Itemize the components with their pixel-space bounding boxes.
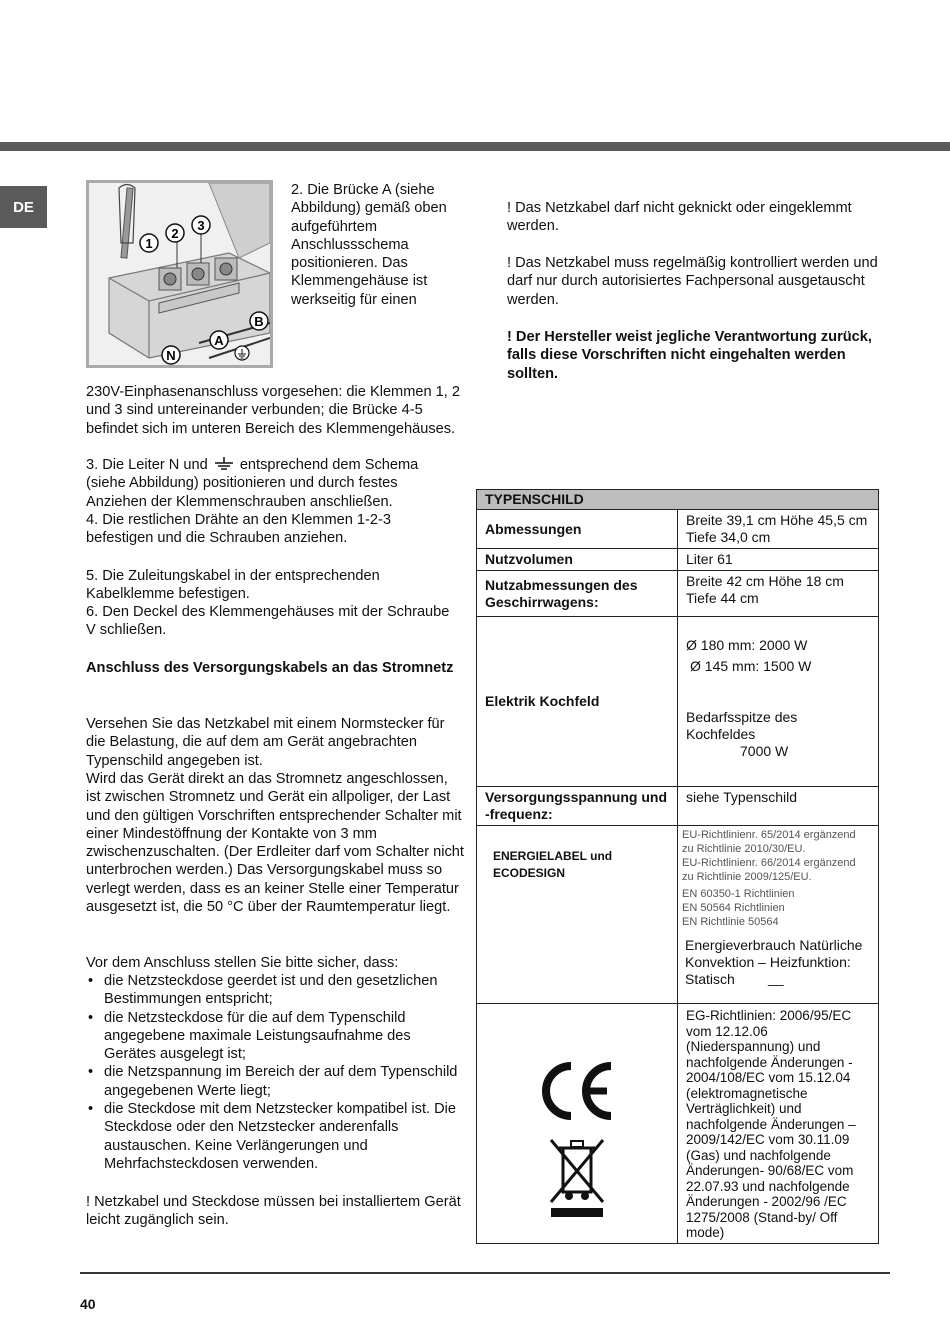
step3 — [86, 456, 461, 511]
table-row — [477, 549, 879, 571]
label-3: 3 — [197, 218, 205, 233]
rack-line1: Breite 42 cm Höhe 18 cm — [686, 573, 844, 589]
row-value: siehe Typenschild — [678, 787, 879, 826]
list-item: • die Netzsteckdose geerdet ist und den gesetzlichen Bestimmungen entspricht; — [86, 972, 466, 1009]
header-bar — [0, 142, 950, 151]
terminal-block-illustration — [86, 180, 273, 368]
label-1: 1 — [145, 236, 153, 251]
checklist-intro: Vor dem Anschluss stellen Sie bitte sicher, dass: — [86, 955, 399, 971]
energy-directive-2: EU-Richtlinienr. 66/2014 ergänzend zu Richtlinie 2009/125/EU. — [682, 857, 856, 883]
type-plate-table — [476, 489, 879, 1244]
page-number: 40 — [80, 1296, 96, 1312]
table-row — [477, 617, 879, 787]
weee-bin-icon — [547, 1136, 607, 1220]
warning-liability: ! Der Hersteller weist jegliche Verantwortung zurück, falls diese Vorschriften nicht eingehalten werden sollten. — [507, 329, 872, 382]
list-item: • die Steckdose mit dem Netzstecker kompatibel ist. Die Steckdose oder den Netzstecker anderenfalls austauschen. Keine Verlängerungen und Mehrfachsteckdosen verwenden. — [86, 1100, 466, 1173]
checklist — [86, 972, 466, 1173]
list-item: • die Netzspannung im Bereich der auf dem Typenschild angegebenen Werte liegt; — [86, 1063, 466, 1100]
step2-continued: 230V-Einphasenanschluss vorgesehen: die Klemmen 1, 2 und 3 sind untereinander verbunden; die Brücke 4-5 befindet sich im unteren Bereich des Klemmengehäuses. — [86, 384, 461, 437]
row-label: Nutzabmessungen des Geschirrwagens: — [477, 571, 678, 617]
ce-marks-cell — [477, 1004, 678, 1244]
warning-kink: ! Das Netzkabel darf nicht geknickt oder eingeklemmt werden. — [507, 200, 852, 235]
energy-standard-2: EN 50564 Richtlinien — [682, 902, 785, 914]
energy-consumption: Energieverbrauch Natürliche Konvektion – Heizfunktion: Statisch — [685, 937, 863, 987]
final-note: ! Netzkabel und Steckdose müssen bei installiertem Gerät leicht zugänglich sein. — [86, 1194, 461, 1229]
paragraph-direct-connection: Wird das Gerät direkt an das Stromnetz angeschlossen, ist zwischen Stromnetz und Gerät ein allpoliger, der Last und den gültigen Vorschriften entsprechender Schalter mit einer Mindestöffnung der Kontakte von 3 mm zwischenzuschalten. (Der Erdleiter darf vom Schalter nicht unterbrochen werden.) Das Versorgungskabel muss so verlegt werden, dass es an keiner Stelle einer Temperatur ausgesetzt ist, die 50 °C über der Raumtemperatur liegt. — [86, 771, 464, 916]
step3-text-a: 3. Die Leiter N und — [86, 457, 208, 473]
label-2: 2 — [171, 226, 179, 241]
hob-zone-large: Ø 180 mm: 2000 W — [686, 637, 808, 653]
row-label: Elektrik Kochfeld — [477, 617, 678, 787]
language-tab: DE — [0, 186, 47, 228]
rack-line2: Tiefe 44 cm — [686, 590, 759, 606]
hob-peak-value: 7000 W — [740, 743, 789, 759]
dimensions-line2: Tiefe 34,0 cm — [686, 529, 771, 545]
energy-standard-1: EN 60350-1 Richtlinien — [682, 888, 795, 900]
row-value: Liter 61 — [678, 549, 879, 571]
warning-inspection: ! Das Netzkabel muss regelmäßig kontrolliert werden und darf nur durch autorisiertes Fachpersonal ausgetauscht werden. — [507, 255, 878, 308]
table-title: TYPENSCHILD — [477, 490, 879, 510]
step3-text-b: entsprechend dem Schema (siehe Abbildung) positionieren und durch festes Anziehen der Klemmenschrauben anschließen. — [86, 457, 419, 510]
row-label: Nutzvolumen — [477, 549, 678, 571]
energy-directive-1: EU-Richtlinienr. 65/2014 ergänzend zu Richtlinie 2010/30/EU. — [682, 829, 856, 855]
table-row — [477, 571, 879, 617]
label-n: N — [166, 348, 176, 363]
row-value — [678, 617, 879, 787]
ce-directives: EG-Richtlinien: 2006/95/EC vom 12.12.06 (Niederspannung) und nachfolgende Änderungen - 2004/108/EC vom 15.12.04 (elektromagnetische Verträglichkeit) und nachfolgende Änderungen – 2009/142/EC vom 30.11.09 (Gas) und nachfolgende Änderungen- 90/68/EC vom 22.07.93 und nachfolgende Änderungen - 2002/96 /EC 1275/2008 (Stand-by/ Off mode) — [678, 1004, 879, 1244]
table-row — [477, 787, 879, 826]
row-label: Abmessungen — [477, 510, 678, 549]
label-a: A — [214, 333, 224, 348]
step2-intro: 2. Die Brücke A (siehe Abbildung) gemäß oben aufgeführtem Anschlussschema positionieren. Das Klemmengehäuse ist werkseitig für einen — [291, 182, 447, 308]
row-value — [678, 510, 879, 549]
label-b: B — [254, 314, 264, 329]
terminal-block-drawing — [89, 183, 270, 365]
row-value — [678, 571, 879, 617]
row-label: ENERGIELABEL und ECODESIGN — [477, 826, 678, 1004]
energy-standard-3: EN Richtlinie 50564 — [682, 916, 779, 928]
table-header-row — [477, 490, 879, 510]
section-heading: Anschluss des Versorgungskabels an das Stromnetz — [86, 660, 454, 676]
hob-zone-small: Ø 145 mm: 1500 W — [690, 658, 812, 674]
row-value — [678, 826, 879, 1004]
row-label: Versorgungsspannung und -frequenz: — [477, 787, 678, 826]
table-row — [477, 510, 879, 549]
ce-mark-icon — [537, 1060, 617, 1122]
step6: 6. Den Deckel des Klemmengehäuses mit der Schraube V schließen. — [86, 604, 450, 639]
paragraph-plug: Versehen Sie das Netzkabel mit einem Normstecker für die Belastung, die auf dem am Gerät angebrachten Typenschild angegeben ist. — [86, 716, 445, 769]
earth-icon — [212, 457, 236, 471]
footer-rule — [80, 1272, 890, 1274]
step5: 5. Die Zuleitungskabel in der entsprechenden Kabelklemme befestigen. — [86, 568, 380, 603]
energy-consumption-blank: __ — [768, 970, 784, 986]
dimensions-line1: Breite 39,1 cm Höhe 45,5 cm — [686, 512, 868, 528]
list-item: • die Netzsteckdose für die auf dem Typenschild angegebene maximale Leistungsaufnahme des Gerätes ausgelegt ist; — [86, 1009, 466, 1064]
table-row — [477, 1004, 879, 1244]
table-row — [477, 826, 879, 1004]
step4: 4. Die restlichen Drähte an den Klemmen 1-2-3 befestigen und die Schrauben anziehen. — [86, 512, 392, 547]
hob-peak-label: Bedarfsspitze des Kochfeldes — [686, 709, 798, 742]
